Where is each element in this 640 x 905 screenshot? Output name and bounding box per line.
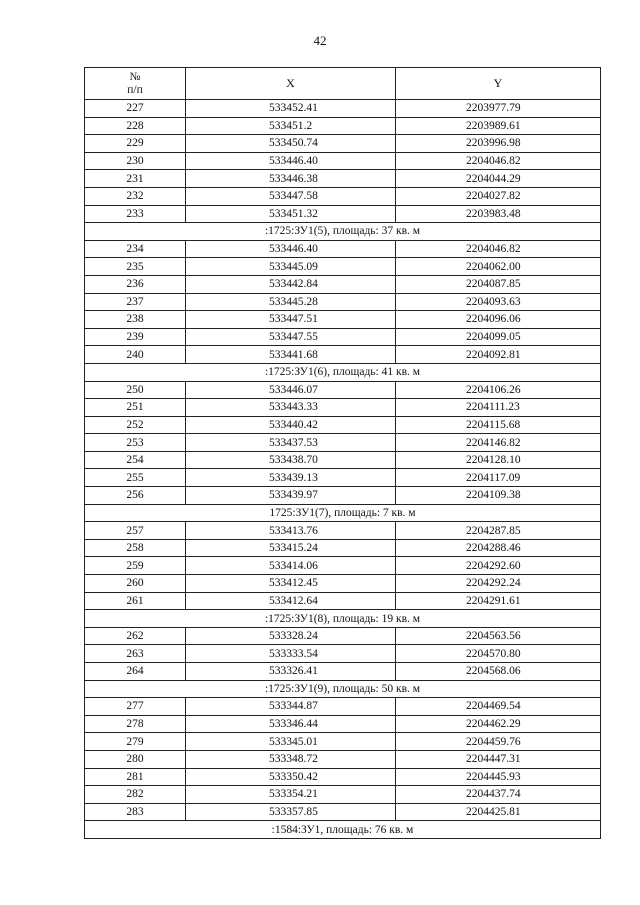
y-coordinate: 2204027.82 — [396, 187, 601, 205]
table-row — [85, 311, 601, 329]
point-number: 264 — [85, 663, 186, 681]
x-coordinate: 533437.53 — [186, 434, 396, 452]
section-header-row — [85, 223, 601, 241]
table-row — [85, 786, 601, 804]
x-coordinate: 533447.58 — [186, 187, 396, 205]
table-row — [85, 399, 601, 417]
x-coordinate: 533451.32 — [186, 205, 396, 223]
point-number: 240 — [85, 346, 186, 364]
table-row — [85, 522, 601, 540]
y-coordinate: 2204445.93 — [396, 768, 601, 786]
table-row — [85, 575, 601, 593]
table-row — [85, 557, 601, 575]
x-coordinate: 533350.42 — [186, 768, 396, 786]
table-row — [85, 750, 601, 768]
table-row — [85, 293, 601, 311]
y-coordinate: 2204046.82 — [396, 240, 601, 258]
table-row — [85, 592, 601, 610]
point-number: 236 — [85, 275, 186, 293]
x-coordinate: 533446.38 — [186, 170, 396, 188]
section-title: :1725:ЗУ1(6), площадь: 41 кв. м — [85, 363, 601, 381]
section-header-row — [85, 363, 601, 381]
x-coordinate: 533326.41 — [186, 663, 396, 681]
y-coordinate: 2204111.23 — [396, 399, 601, 417]
x-coordinate: 533446.40 — [186, 240, 396, 258]
y-coordinate: 2204462.29 — [396, 715, 601, 733]
section-header-row — [85, 610, 601, 628]
header-x: X — [186, 68, 396, 100]
y-coordinate: 2204087.85 — [396, 275, 601, 293]
point-number: 234 — [85, 240, 186, 258]
point-number: 279 — [85, 733, 186, 751]
x-coordinate: 533447.55 — [186, 328, 396, 346]
point-number: 253 — [85, 434, 186, 452]
y-coordinate: 2203977.79 — [396, 100, 601, 118]
point-number: 228 — [85, 117, 186, 135]
table-row — [85, 469, 601, 487]
x-coordinate: 533445.28 — [186, 293, 396, 311]
x-coordinate: 533441.68 — [186, 346, 396, 364]
x-coordinate: 533452.41 — [186, 100, 396, 118]
coordinates-table — [84, 67, 601, 839]
section-header-row — [85, 821, 601, 839]
table-body — [85, 100, 601, 839]
table-row — [85, 346, 601, 364]
table-row — [85, 715, 601, 733]
x-coordinate: 533333.54 — [186, 645, 396, 663]
y-coordinate: 2204425.81 — [396, 803, 601, 821]
table-row — [85, 117, 601, 135]
x-coordinate: 533344.87 — [186, 698, 396, 716]
table-row — [85, 135, 601, 153]
point-number: 258 — [85, 539, 186, 557]
x-coordinate: 533412.45 — [186, 575, 396, 593]
table-row — [85, 205, 601, 223]
table-row — [85, 487, 601, 505]
point-number: 277 — [85, 698, 186, 716]
point-number: 227 — [85, 100, 186, 118]
y-coordinate: 2204106.26 — [396, 381, 601, 399]
x-coordinate: 533412.64 — [186, 592, 396, 610]
y-coordinate: 2204062.00 — [396, 258, 601, 276]
point-number: 237 — [85, 293, 186, 311]
point-number: 263 — [85, 645, 186, 663]
y-coordinate: 2204292.24 — [396, 575, 601, 593]
x-coordinate: 533439.13 — [186, 469, 396, 487]
x-coordinate: 533443.33 — [186, 399, 396, 417]
x-coordinate: 533451.2 — [186, 117, 396, 135]
point-number: 256 — [85, 487, 186, 505]
point-number: 257 — [85, 522, 186, 540]
section-header-row — [85, 680, 601, 698]
table-row — [85, 627, 601, 645]
x-coordinate: 533415.24 — [186, 539, 396, 557]
point-number: 282 — [85, 786, 186, 804]
y-coordinate: 2204117.09 — [396, 469, 601, 487]
y-coordinate: 2204563.56 — [396, 627, 601, 645]
x-coordinate: 533439.97 — [186, 487, 396, 505]
section-title: 1725:ЗУ1(7), площадь: 7 кв. м — [85, 504, 601, 522]
x-coordinate: 533450.74 — [186, 135, 396, 153]
table-header — [85, 68, 601, 100]
y-coordinate: 2204288.46 — [396, 539, 601, 557]
x-coordinate: 533442.84 — [186, 275, 396, 293]
point-number: 252 — [85, 416, 186, 434]
y-coordinate: 2204092.81 — [396, 346, 601, 364]
x-coordinate: 533328.24 — [186, 627, 396, 645]
section-title: :1725:ЗУ1(9), площадь: 50 кв. м — [85, 680, 601, 698]
table-row — [85, 733, 601, 751]
y-coordinate: 2204099.05 — [396, 328, 601, 346]
header-number-symbol: № — [129, 70, 141, 83]
point-number: 229 — [85, 135, 186, 153]
point-number: 281 — [85, 768, 186, 786]
point-number: 262 — [85, 627, 186, 645]
table-row — [85, 328, 601, 346]
point-number: 278 — [85, 715, 186, 733]
x-coordinate: 533354.21 — [186, 786, 396, 804]
point-number: 254 — [85, 451, 186, 469]
table-row — [85, 698, 601, 716]
point-number: 231 — [85, 170, 186, 188]
y-coordinate: 2204437.74 — [396, 786, 601, 804]
point-number: 283 — [85, 803, 186, 821]
y-coordinate: 2204115.68 — [396, 416, 601, 434]
point-number: 259 — [85, 557, 186, 575]
table-row — [85, 663, 601, 681]
y-coordinate: 2203989.61 — [396, 117, 601, 135]
point-number: 250 — [85, 381, 186, 399]
y-coordinate: 2204287.85 — [396, 522, 601, 540]
y-coordinate: 2204128.10 — [396, 451, 601, 469]
x-coordinate: 533348.72 — [186, 750, 396, 768]
header-y: Y — [396, 68, 601, 100]
y-coordinate: 2204044.29 — [396, 170, 601, 188]
x-coordinate: 533413.76 — [186, 522, 396, 540]
section-header-row — [85, 504, 601, 522]
y-coordinate: 2204292.60 — [396, 557, 601, 575]
point-number: 251 — [85, 399, 186, 417]
table-row — [85, 768, 601, 786]
header-row — [85, 68, 601, 100]
y-coordinate: 2204146.82 — [396, 434, 601, 452]
point-number: 261 — [85, 592, 186, 610]
point-number: 230 — [85, 152, 186, 170]
point-number: 239 — [85, 328, 186, 346]
table-row — [85, 258, 601, 276]
section-title: :1725:ЗУ1(8), площадь: 19 кв. м — [85, 610, 601, 628]
x-coordinate: 533446.07 — [186, 381, 396, 399]
y-coordinate: 2204568.06 — [396, 663, 601, 681]
point-number: 260 — [85, 575, 186, 593]
table-row — [85, 803, 601, 821]
point-number: 238 — [85, 311, 186, 329]
section-title: :1584:ЗУ1, площадь: 76 кв. м — [85, 821, 601, 839]
x-coordinate: 533414.06 — [186, 557, 396, 575]
table-row — [85, 451, 601, 469]
x-coordinate: 533345.01 — [186, 733, 396, 751]
x-coordinate: 533447.51 — [186, 311, 396, 329]
table-row — [85, 539, 601, 557]
x-coordinate: 533440.42 — [186, 416, 396, 434]
x-coordinate: 533446.40 — [186, 152, 396, 170]
page-number: 42 — [313, 33, 327, 48]
x-coordinate: 533346.44 — [186, 715, 396, 733]
y-coordinate: 2204570.80 — [396, 645, 601, 663]
y-coordinate: 2203996.98 — [396, 135, 601, 153]
x-coordinate: 533357.85 — [186, 803, 396, 821]
y-coordinate: 2204291.61 — [396, 592, 601, 610]
table-row — [85, 100, 601, 118]
table-row — [85, 434, 601, 452]
point-number: 235 — [85, 258, 186, 276]
table-row — [85, 275, 601, 293]
y-coordinate: 2204096.06 — [396, 311, 601, 329]
y-coordinate: 2204046.82 — [396, 152, 601, 170]
y-coordinate: 2204093.63 — [396, 293, 601, 311]
x-coordinate: 533438.70 — [186, 451, 396, 469]
point-number: 280 — [85, 750, 186, 768]
point-number: 232 — [85, 187, 186, 205]
table-row — [85, 416, 601, 434]
table-row — [85, 381, 601, 399]
table-row — [85, 645, 601, 663]
y-coordinate: 2203983.48 — [396, 205, 601, 223]
table-row — [85, 152, 601, 170]
header-number-abbrev: п/п — [127, 83, 143, 96]
y-coordinate: 2204459.76 — [396, 733, 601, 751]
y-coordinate: 2204447.31 — [396, 750, 601, 768]
section-title: :1725:ЗУ1(5), площадь: 37 кв. м — [85, 223, 601, 241]
y-coordinate: 2204109.38 — [396, 487, 601, 505]
point-number: 255 — [85, 469, 186, 487]
table-row — [85, 240, 601, 258]
y-coordinate: 2204469.54 — [396, 698, 601, 716]
header-number — [85, 68, 186, 100]
table-row — [85, 187, 601, 205]
point-number: 233 — [85, 205, 186, 223]
table-row — [85, 170, 601, 188]
x-coordinate: 533445.09 — [186, 258, 396, 276]
